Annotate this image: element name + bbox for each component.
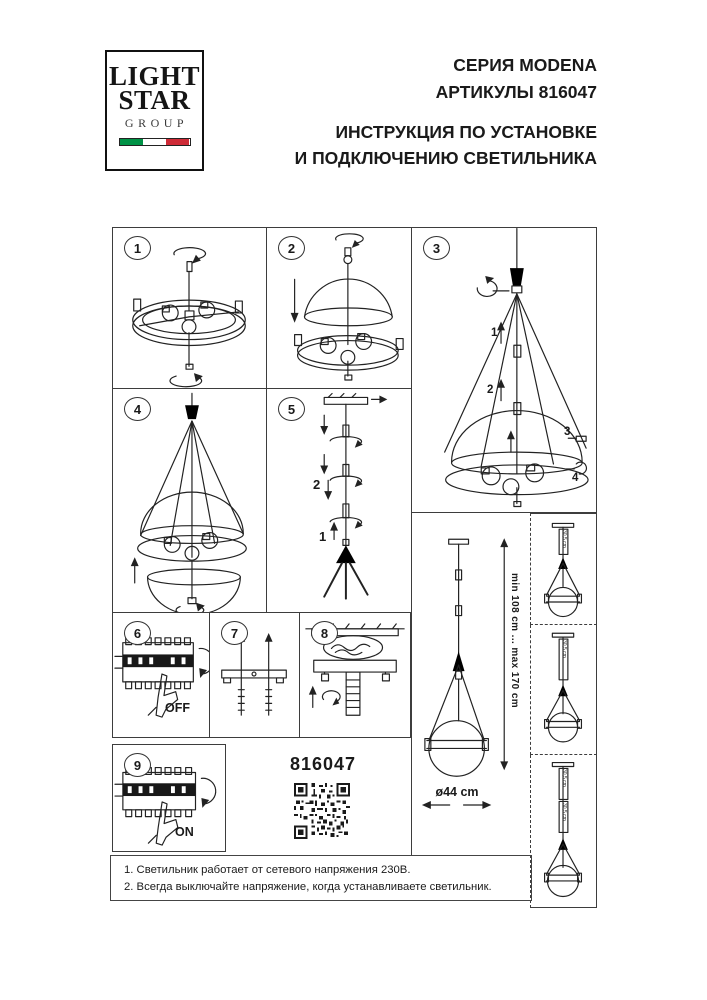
rod-assembly-drawing bbox=[267, 389, 411, 612]
rod-length-label: 30,5 cm bbox=[561, 640, 567, 658]
step-3-callout-2: 2 bbox=[487, 384, 494, 396]
step-1-number: 1 bbox=[124, 236, 151, 260]
rod-length-label-1: 30,5 cm bbox=[561, 769, 567, 787]
dimensions-panel bbox=[411, 513, 530, 855]
step-4-panel bbox=[112, 388, 267, 613]
step-5-callout-1: 1 bbox=[319, 529, 327, 544]
step-6-number: 6 bbox=[124, 621, 151, 645]
series-title: СЕРИЯ MODENA bbox=[453, 55, 597, 75]
step-5-number: 5 bbox=[278, 397, 305, 421]
articles-title: АРТИКУЛЫ 816047 bbox=[435, 82, 597, 102]
on-label: ON bbox=[175, 825, 194, 839]
safety-notes bbox=[110, 855, 532, 901]
logo-word-star: STAR bbox=[118, 85, 191, 115]
note-1: 1. Светильник работает от сетевого напряжения 230В. bbox=[124, 864, 411, 876]
step-1-panel bbox=[112, 227, 267, 389]
rod-config-3-panel bbox=[530, 755, 597, 908]
step-2-number: 2 bbox=[278, 236, 305, 260]
step-7-number: 7 bbox=[221, 621, 248, 645]
header-titles bbox=[250, 52, 597, 171]
step-9-panel bbox=[112, 744, 226, 852]
step-5-panel bbox=[266, 388, 412, 613]
step-9-number: 9 bbox=[124, 753, 151, 777]
qr-code bbox=[294, 781, 350, 841]
bowl-mounting-drawing bbox=[113, 389, 266, 612]
off-label: OFF bbox=[165, 701, 190, 715]
italian-flag-icon bbox=[119, 138, 191, 146]
note-2: 2. Всегда выключайте напряжение, когда устанавливаете светильник. bbox=[124, 881, 492, 893]
step-4-number: 4 bbox=[124, 397, 151, 421]
logo-word-light: LIGHT bbox=[108, 61, 201, 91]
instruction-title-line2: И ПОДКЛЮЧЕНИЮ СВЕТИЛЬНИКА bbox=[294, 148, 597, 168]
article-code: 816047 bbox=[289, 754, 357, 774]
step-6-panel bbox=[112, 612, 210, 738]
logo-word-group: GROUP bbox=[124, 116, 189, 130]
step-5-callout-2: 2 bbox=[313, 477, 321, 492]
rod-config-2-panel bbox=[530, 625, 597, 755]
step-8-number: 8 bbox=[311, 621, 338, 645]
rod-config-1-panel bbox=[530, 513, 597, 625]
height-range-label: min 108 cm ... max 170 cm bbox=[509, 573, 520, 709]
step-3-callout-4: 4 bbox=[572, 472, 579, 484]
lightstar-logo bbox=[105, 50, 204, 171]
rod-length-label-2: 30,5 cm bbox=[561, 803, 567, 821]
rod-length-label: 30,5 cm bbox=[561, 530, 567, 548]
step-3-number: 3 bbox=[423, 236, 450, 260]
instruction-title-line1: ИНСТРУКЦИЯ ПО УСТАНОВКЕ bbox=[335, 122, 597, 142]
step-7-panel bbox=[209, 612, 300, 738]
step-2-panel bbox=[266, 227, 412, 389]
step-3-panel bbox=[411, 227, 597, 513]
step-8-panel bbox=[299, 612, 411, 738]
diameter-label: ø44 cm bbox=[435, 785, 479, 799]
step-3-callout-1: 1 bbox=[491, 327, 498, 339]
suspension-assembly-drawing bbox=[412, 228, 596, 512]
step-3-callout-3: 3 bbox=[564, 426, 571, 438]
